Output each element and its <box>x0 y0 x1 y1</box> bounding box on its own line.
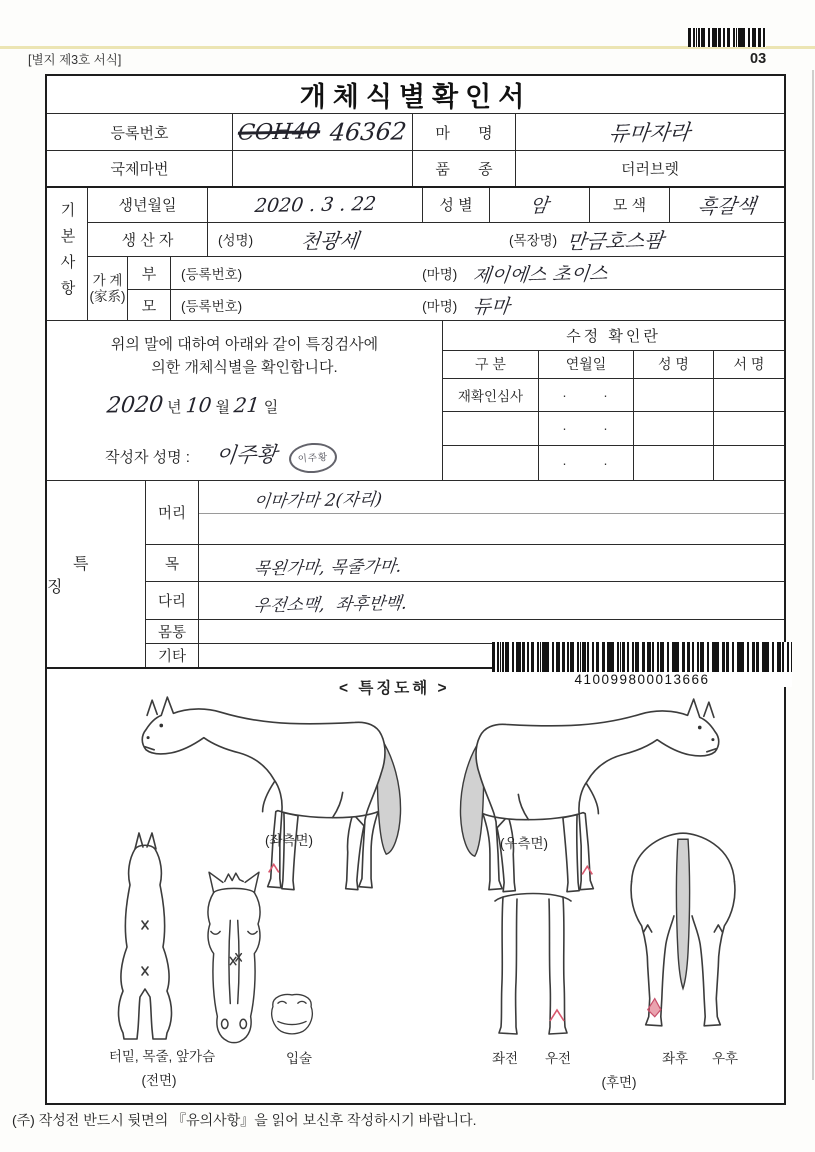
sire-maname-paren: (마명) <box>422 267 458 282</box>
dam-label: 모 <box>127 290 170 320</box>
family-label: 가 계 (家系) <box>87 257 127 320</box>
dam-name: 듀마 <box>471 295 511 318</box>
breed-row <box>47 151 784 188</box>
date-year-handwritten: 2020 <box>105 392 165 419</box>
right-front-leg-label: 우전 <box>544 1051 572 1066</box>
left-hind-leg-label: 좌후 <box>661 1051 689 1066</box>
birth-value: 2020 . 3 . 22 <box>207 188 422 222</box>
sire-row <box>127 257 784 290</box>
form-title: 개체식별확인서 <box>299 82 532 112</box>
form-title-row <box>47 76 784 114</box>
birth-label: 생년월일 <box>87 188 207 222</box>
identification-form <box>45 74 786 1105</box>
face-front-illustration <box>197 857 271 1053</box>
horse-name-value: 듀마자라 <box>515 114 784 150</box>
muzzle-illustration <box>263 984 321 1044</box>
coat-value: 흑갈색 <box>669 188 784 222</box>
writer-seal-stamp: 이주황 <box>288 441 338 474</box>
sire-label: 부 <box>127 257 170 289</box>
dam-regno-paren: (등록번호) <box>181 299 243 314</box>
basic-section-label: 기본사항 <box>58 202 76 306</box>
basic-info-section <box>47 188 784 321</box>
confirmation-date: 2020 년 10 월 21 일 <box>105 392 279 419</box>
confirmation-statement-block <box>47 321 442 480</box>
feature-row-neck: 목 목왼가마, 목줄가마. <box>146 545 784 582</box>
horse-name-label: 마 명 <box>412 114 515 150</box>
farm-value: 만금호스팜 <box>565 227 665 254</box>
right-hind-leg-label: 우후 <box>711 1051 739 1066</box>
revision-col-name: 성 명 <box>633 351 713 378</box>
page-number: 03 <box>750 51 767 67</box>
sire-regno-paren: (등록번호) <box>181 267 243 282</box>
revision-row: · · <box>443 412 784 446</box>
reg-no-label: 등록번호 <box>110 124 169 142</box>
revision-row: 재확인심사 · · <box>443 379 784 413</box>
barcode-number: 410099800013666 <box>574 672 710 687</box>
reg-no-struck-value: COH40 <box>236 118 322 146</box>
intl-no-value <box>232 151 412 186</box>
date-month-handwritten: 10 <box>184 392 213 418</box>
writer-name-handwritten: 이주황 <box>214 442 279 468</box>
rear-view-illustration <box>617 811 749 1048</box>
front-silhouette-illustration <box>109 829 181 1044</box>
form-code-note: [별지 제3호 서식] <box>28 53 122 67</box>
sire-value <box>170 257 784 289</box>
coat-label: 모 색 <box>589 188 669 222</box>
breeder-label: 생 산 자 <box>87 223 207 257</box>
feature-row-head: 머리 이마가마 2(자리) <box>146 481 784 545</box>
front-legs-illustration <box>487 887 579 1047</box>
left-side-label: (좌측면) <box>264 833 314 848</box>
date-day-handwritten: 21 <box>232 392 261 418</box>
intl-no-label: 국제마번 <box>110 161 169 178</box>
reg-no-value <box>232 114 412 150</box>
feature-row-legs: 다리 우전소맥, 좌후반백. <box>146 582 784 620</box>
breeder-name-paren: (성명) <box>218 233 254 249</box>
registration-barcode <box>492 642 792 687</box>
statement-line1: 위의 말에 대하여 아래와 같이 특징검사에 <box>110 336 379 353</box>
revision-table <box>442 321 784 480</box>
feature-neck-value: 목왼가마, 목줄가마. <box>252 557 403 580</box>
diagram-title: < 특징도해 > <box>339 680 450 697</box>
barcode-bars <box>492 642 792 672</box>
dam-maname-paren: (마명) <box>422 299 458 314</box>
feature-legs-value: 우전소맥, 좌후반백. <box>252 593 408 617</box>
birth-row <box>87 188 784 223</box>
revision-col-type: 구 분 <box>475 356 506 373</box>
breed-value: 더러브렛 <box>515 151 784 186</box>
front-view-label: (전면) <box>141 1073 177 1088</box>
feature-row-etc: 기타 <box>146 644 784 667</box>
registration-row <box>47 114 784 151</box>
confirmation-section <box>47 321 784 481</box>
reg-no-handwritten: 46362 <box>328 117 409 147</box>
features-section <box>47 481 784 669</box>
footer-instruction-note: (주) 작성전 반드시 뒷면의 『유의사항』을 읽어 보신후 작성하시기 바랍니다. <box>12 1112 477 1128</box>
breeder-row <box>87 223 784 258</box>
dam-row <box>127 290 784 320</box>
writer-label: 작성자 성명 : <box>105 449 190 466</box>
feature-head-value: 이마가마 2(자리) <box>252 489 383 513</box>
rear-view-label: (후면) <box>601 1075 637 1090</box>
breed-label: 품 종 <box>412 151 515 186</box>
family-section <box>87 257 784 320</box>
right-side-label: (우측면) <box>499 836 549 851</box>
revision-title: 수정 확인란 <box>443 321 784 351</box>
farm-paren: (목장명) <box>509 233 558 249</box>
scan-edge-artifact <box>812 70 814 1080</box>
writer-line <box>105 439 337 473</box>
feature-diagram-section <box>47 669 784 1106</box>
revision-col-sign: 서 명 <box>713 351 784 378</box>
dam-value <box>170 290 784 320</box>
sex-label: 성 별 <box>422 188 489 222</box>
revision-header-row <box>443 351 784 379</box>
breeder-name-value: 천광세 <box>299 228 361 254</box>
sire-name: 제이에스 초이스 <box>471 262 609 287</box>
left-front-leg-label: 좌전 <box>491 1051 519 1066</box>
revision-row: · · <box>443 446 784 480</box>
statement-line2: 의한 개체식별을 확인합니다. <box>151 359 338 376</box>
feature-row-body: 몸통 <box>146 620 784 645</box>
features-section-label: 특징 <box>47 556 115 596</box>
front-group-label: 터밑, 목줄, 앞가슴 <box>108 1049 216 1064</box>
sex-value: 암 <box>489 188 589 222</box>
page-barcode <box>688 28 766 47</box>
breeder-value <box>207 223 784 257</box>
lips-label: 입술 <box>285 1051 313 1066</box>
revision-col-date: 연월일 <box>538 351 633 378</box>
